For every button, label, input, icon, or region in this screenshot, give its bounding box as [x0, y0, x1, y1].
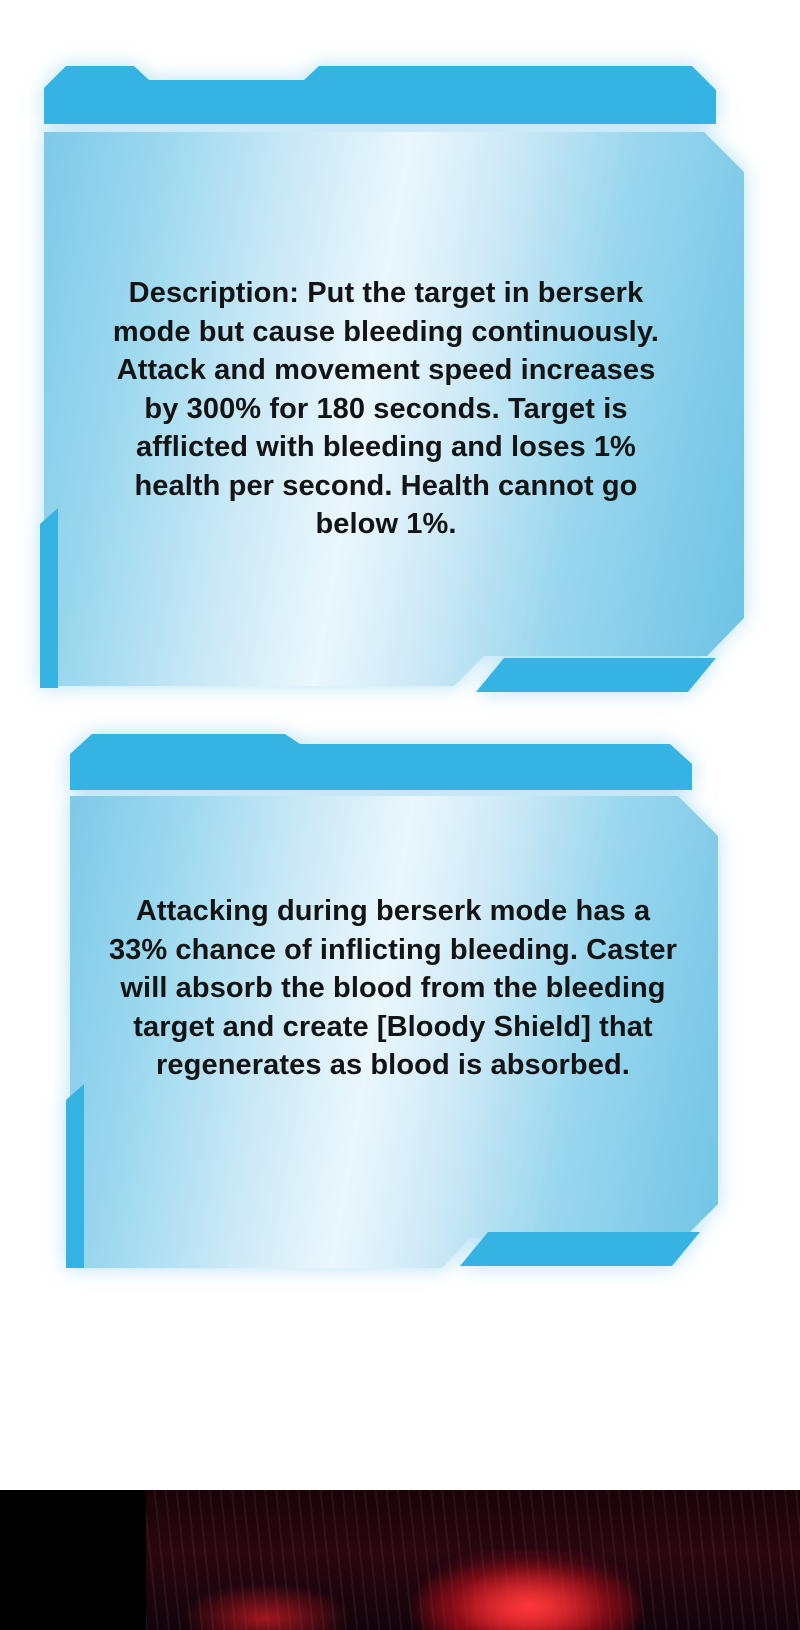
description-panel-text: Description: Put the target in berserk mode but cause bleeding continuously. Attack and movement speed increases by 300% for 180 seconds. Target is afflicted with bleeding and loses 1% health per second. Health cannot go below 1%.: [112, 277, 660, 541]
panel-bottom-notch-icon: [460, 1232, 700, 1270]
description-panel: [36, 56, 752, 706]
preview-red-glow-icon: [420, 1550, 640, 1630]
panel-side-tab-icon: [40, 508, 58, 688]
preview-left-block: [0, 1490, 146, 1630]
panel-top-bar-icon: [44, 62, 744, 124]
effect-panel: [60, 724, 760, 1304]
effect-panel-text: Attacking during berserk mode has a 33% chance of inflicting bleeding. Caster will absorb the blood from the bleeding target and create [Bloody Shield] that regenerates as blood is absorbed.: [108, 895, 678, 1082]
panel-side-tab-icon: [66, 1084, 84, 1268]
next-panel-preview: [0, 1490, 800, 1630]
panel-top-bar-icon: [70, 730, 730, 790]
panel-bottom-notch-icon: [476, 658, 716, 696]
